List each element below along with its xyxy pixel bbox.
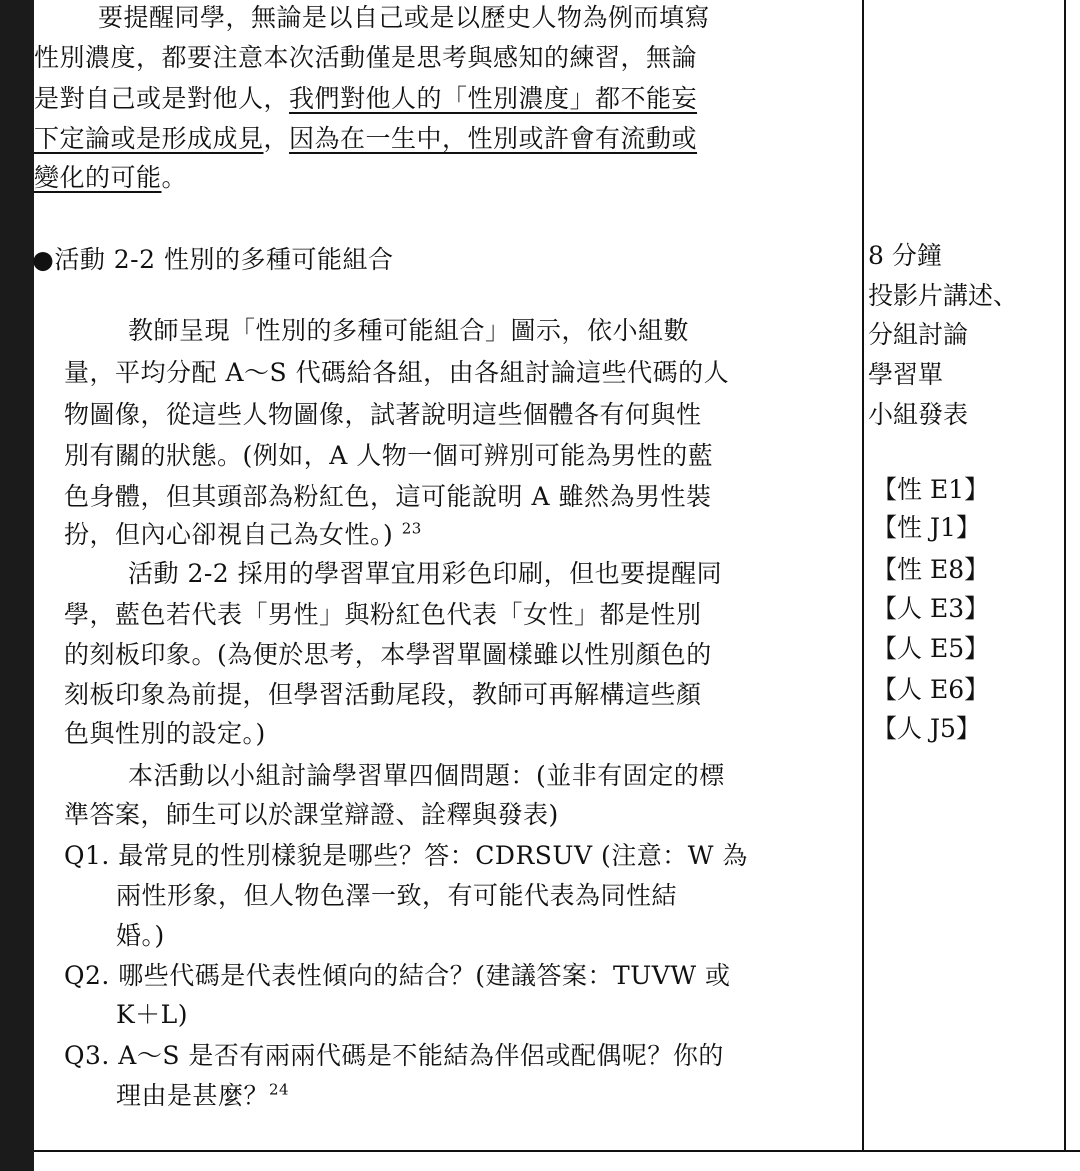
intro-line-4 bbox=[34, 119, 697, 159]
intro-line-2: 性別濃度，都要注意本次活動僅是思考與感知的練習，無論 bbox=[34, 43, 698, 72]
p1-line-6-text: 扮，但內心卻視自己為女性。) bbox=[64, 520, 394, 549]
left-dark-margin bbox=[0, 0, 34, 1171]
side-code-1: 【性 E1】 bbox=[872, 475, 990, 504]
intro-line-5-end: 。 bbox=[161, 163, 188, 192]
table-bottom-border bbox=[34, 1150, 1080, 1152]
p2-line-1: 活動 2-2 採用的學習單宜用彩色印刷，但也要提醒同 bbox=[128, 559, 723, 588]
p1-line-5: 色身體，但其頭部為粉紅色，這可能說明 A 雖然為男性裝 bbox=[64, 482, 712, 511]
intro-line-5-underlined: 變化的可能 bbox=[34, 163, 162, 192]
q2-line-2: K＋L) bbox=[116, 1000, 189, 1029]
q1-line-2: 兩性形象，但人物色澤一致，有可能代表為同性結 bbox=[116, 881, 678, 910]
side-method-1: 投影片講述、 bbox=[868, 281, 1019, 310]
p2-line-5: 色與性別的設定。) bbox=[64, 719, 266, 748]
intro-line-4-comma: ， bbox=[263, 124, 290, 153]
p2-line-3: 的刻板印象。(為便於思考，本學習單圖樣雖以性別顏色的 bbox=[64, 640, 712, 669]
p1-line-6 bbox=[64, 515, 422, 555]
intro-line-4-underlined-b: 因為在一生中，性別或許會有流動或 bbox=[289, 124, 698, 153]
side-method-3: 學習單 bbox=[868, 360, 944, 389]
p1-line-2: 量，平均分配 A～S 代碼給各組，由各組討論這些代碼的人 bbox=[64, 358, 730, 387]
p3-line-1: 本活動以小組討論學習單四個問題：(並非有固定的標 bbox=[128, 761, 725, 790]
intro-line-3-plain: 是對自己或是對他人， bbox=[34, 84, 290, 113]
q2-line-1: Q2. 哪些代碼是代表性傾向的結合？(建議答案：TUVW 或 bbox=[64, 961, 731, 990]
q1-line-3: 婚。) bbox=[116, 921, 165, 950]
side-code-3: 【性 E8】 bbox=[872, 555, 990, 584]
side-code-2: 【性 J1】 bbox=[872, 513, 981, 542]
side-method-2: 分組討論 bbox=[868, 320, 969, 349]
p3-line-2: 準答案，師生可以於課堂辯證、詮釋與發表) bbox=[64, 800, 559, 829]
side-code-6: 【人 E6】 bbox=[872, 675, 990, 704]
side-code-4: 【人 E3】 bbox=[872, 594, 990, 623]
intro-line-3 bbox=[34, 79, 697, 119]
side-time: 8 分鐘 bbox=[868, 241, 942, 270]
p1-line-1: 教師呈現「性別的多種可能組合」圖示，依小組數 bbox=[128, 316, 690, 345]
p1-line-4: 別有關的狀態。(例如，A 人物一個可辨別可能為男性的藍 bbox=[64, 441, 714, 470]
activity-heading: ●活動 2-2 性別的多種可能組合 bbox=[32, 245, 394, 274]
q3-line-1: Q3. A～S 是否有兩兩代碼是不能結為伴侶或配偶呢？你的 bbox=[64, 1041, 724, 1070]
intro-line-5 bbox=[34, 158, 187, 198]
intro-line-3-underlined: 我們對他人的「性別濃度」都不能妄 bbox=[289, 84, 698, 113]
side-code-5: 【人 E5】 bbox=[872, 634, 990, 663]
q3-line-2-text: 理由是甚麼？ bbox=[116, 1081, 270, 1110]
p2-line-4: 刻板印象為前提，但學習活動尾段，教師可再解構這些顏 bbox=[64, 680, 702, 709]
footnote-23: 23 bbox=[401, 519, 422, 538]
table-column-divider bbox=[862, 0, 864, 1150]
p2-line-2: 學，藍色若代表「男性」與粉紅色代表「女性」都是性別 bbox=[64, 600, 702, 629]
intro-line-1: 要提醒同學，無論是以自己或是以歷史人物為例而填寫 bbox=[98, 3, 711, 32]
p1-line-3: 物圖像，從這些人物圖像，試著說明這些個體各有何與性 bbox=[64, 400, 702, 429]
footnote-24: 24 bbox=[269, 1080, 290, 1099]
q3-line-2 bbox=[116, 1076, 289, 1116]
table-right-border bbox=[1064, 0, 1066, 1150]
side-code-7: 【人 J5】 bbox=[872, 714, 981, 743]
side-method-4: 小組發表 bbox=[868, 400, 969, 429]
intro-line-4-underlined-a: 下定論或是形成成見 bbox=[34, 124, 264, 153]
q1-line-1: Q1. 最常見的性別樣貌是哪些？答：CDRSUV (注意：W 為 bbox=[64, 841, 748, 870]
